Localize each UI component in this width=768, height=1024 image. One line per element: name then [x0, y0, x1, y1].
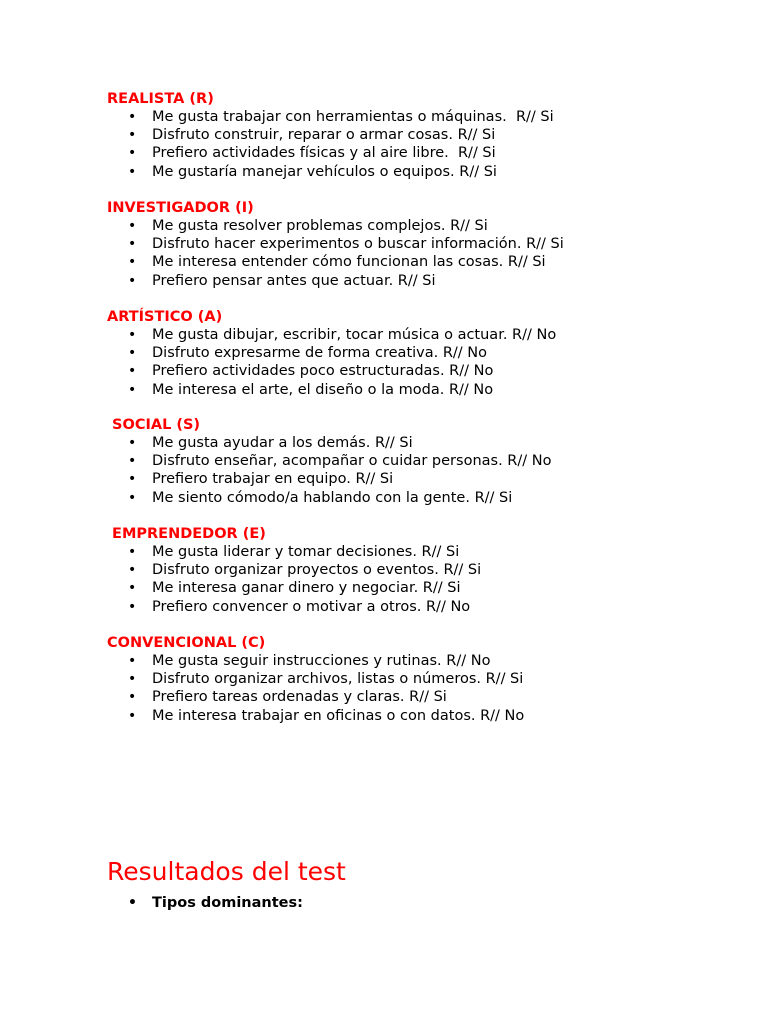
list-item: [107, 434, 551, 452]
list-item: [107, 163, 554, 181]
item-text: Me interesa trabajar en oficinas o con datos. R// No: [152, 707, 525, 724]
bullet-icon: •: [128, 254, 137, 271]
item-text: Disfruto construir, reparar o armar cosas. R// Si: [152, 127, 496, 144]
list-item: [107, 144, 554, 162]
list-item: [107, 561, 481, 579]
item-text: Prefiero trabajar en equipo. R// Si: [152, 471, 394, 488]
results-section: [107, 894, 303, 912]
list-item: [107, 707, 524, 725]
item-text: Prefiero actividades físicas y al aire libre. R// Si: [152, 145, 496, 162]
item-text: Disfruto enseñar, acompañar o cuidar personas. R// No: [152, 453, 552, 470]
item-text: Disfruto organizar archivos, listas o números. R// Si: [152, 671, 524, 688]
section-title: SOCIAL (S): [107, 417, 201, 433]
item-text: Disfruto hacer experimentos o buscar información. R// Si: [152, 236, 564, 253]
list-item: [107, 126, 554, 144]
list-item: [107, 598, 481, 616]
bullet-icon: •: [128, 689, 137, 706]
list-item: [107, 652, 524, 670]
bullet-icon: •: [128, 127, 137, 144]
answer-list: [107, 108, 554, 181]
answer-list: [107, 434, 551, 507]
bullet-icon: •: [128, 145, 137, 162]
item-text: Me interesa entender cómo funcionan las cosas. R// Si: [152, 254, 546, 271]
list-item: [107, 579, 481, 597]
section-title: REALISTA (R): [107, 91, 214, 107]
section-social: [107, 416, 551, 507]
results-heading: Resultados del test: [107, 857, 346, 886]
bullet-icon: •: [128, 471, 137, 488]
bullet-icon: •: [128, 327, 137, 343]
section-convencional: [107, 634, 524, 725]
item-text: Prefiero actividades poco estructuradas. R// No: [152, 363, 494, 380]
item-text: Prefiero tareas ordenadas y claras. R// Si: [152, 689, 447, 706]
bullet-icon: •: [128, 895, 137, 911]
bullet-icon: •: [128, 453, 137, 470]
bullet-icon: •: [128, 580, 137, 597]
list-item: [107, 272, 564, 290]
bullet-icon: •: [128, 345, 137, 362]
list-item: [107, 362, 556, 380]
answer-list: [107, 543, 481, 616]
item-text: Prefiero pensar antes que actuar. R// Si: [152, 272, 436, 289]
answer-list: [107, 326, 556, 399]
bullet-icon: •: [128, 562, 137, 579]
section-title: ARTÍSTICO (A): [107, 309, 223, 325]
bullet-icon: •: [128, 653, 137, 669]
item-text: Disfruto organizar proyectos o eventos. R// Si: [152, 562, 482, 579]
list-item: [107, 543, 481, 561]
section-investigador: [107, 199, 564, 290]
item-text: Me interesa el arte, el diseño o la moda. R// No: [152, 381, 494, 398]
item-text: Me interesa ganar dinero y negociar. R// Si: [152, 580, 461, 597]
list-item: [107, 489, 551, 507]
bullet-icon: •: [128, 544, 137, 560]
list-item: [107, 235, 564, 253]
item-text: Prefiero convencer o motivar a otros. R// No: [152, 598, 471, 615]
list-item: [107, 217, 564, 235]
item-text: Tipos dominantes:: [152, 895, 303, 911]
section-title: CONVENCIONAL (C): [107, 635, 266, 651]
bullet-icon: •: [128, 163, 137, 180]
list-item: [107, 470, 551, 488]
bullet-icon: •: [128, 489, 137, 506]
item-text: Me gusta resolver problemas complejos. R// Si: [152, 218, 488, 234]
item-text: Me gusta liderar y tomar decisiones. R// Si: [152, 544, 460, 560]
list-item: [107, 108, 554, 126]
bullet-icon: •: [128, 381, 137, 398]
item-text: Me gusta seguir instrucciones y rutinas. R// No: [152, 653, 491, 669]
section-artistico: [107, 308, 556, 399]
list-item: [107, 894, 303, 912]
answer-list: [107, 652, 524, 725]
item-text: Me gustaría manejar vehículos o equipos. R// Si: [152, 163, 497, 180]
list-item: [107, 381, 556, 399]
bullet-icon: •: [128, 707, 137, 724]
list-item: [107, 452, 551, 470]
section-realista: [107, 90, 554, 181]
section-title: EMPRENDEDOR (E): [107, 526, 266, 542]
bullet-icon: •: [128, 363, 137, 380]
list-item: [107, 344, 556, 362]
bullet-icon: •: [128, 671, 137, 688]
list-item: [107, 688, 524, 706]
bullet-icon: •: [128, 236, 137, 253]
results-list: [107, 894, 303, 912]
item-text: Me gusta trabajar con herramientas o máquinas. R// Si: [152, 109, 554, 125]
list-item: [107, 326, 556, 344]
item-text: Me gusta dibujar, escribir, tocar música o actuar. R// No: [152, 327, 557, 343]
section-title: INVESTIGADOR (I): [107, 200, 254, 216]
answer-list: [107, 217, 564, 290]
section-emprendedor: [107, 525, 481, 616]
list-item: [107, 253, 564, 271]
list-item: [107, 670, 524, 688]
bullet-icon: •: [128, 218, 137, 234]
item-text: Me gusta ayudar a los demás. R// Si: [152, 435, 413, 451]
bullet-icon: •: [128, 598, 137, 615]
bullet-icon: •: [128, 435, 137, 451]
item-text: Me siento cómodo/a hablando con la gente. R// Si: [152, 489, 513, 506]
item-text: Disfruto expresarme de forma creativa. R// No: [152, 345, 488, 362]
bullet-icon: •: [128, 109, 137, 125]
bullet-icon: •: [128, 272, 137, 289]
